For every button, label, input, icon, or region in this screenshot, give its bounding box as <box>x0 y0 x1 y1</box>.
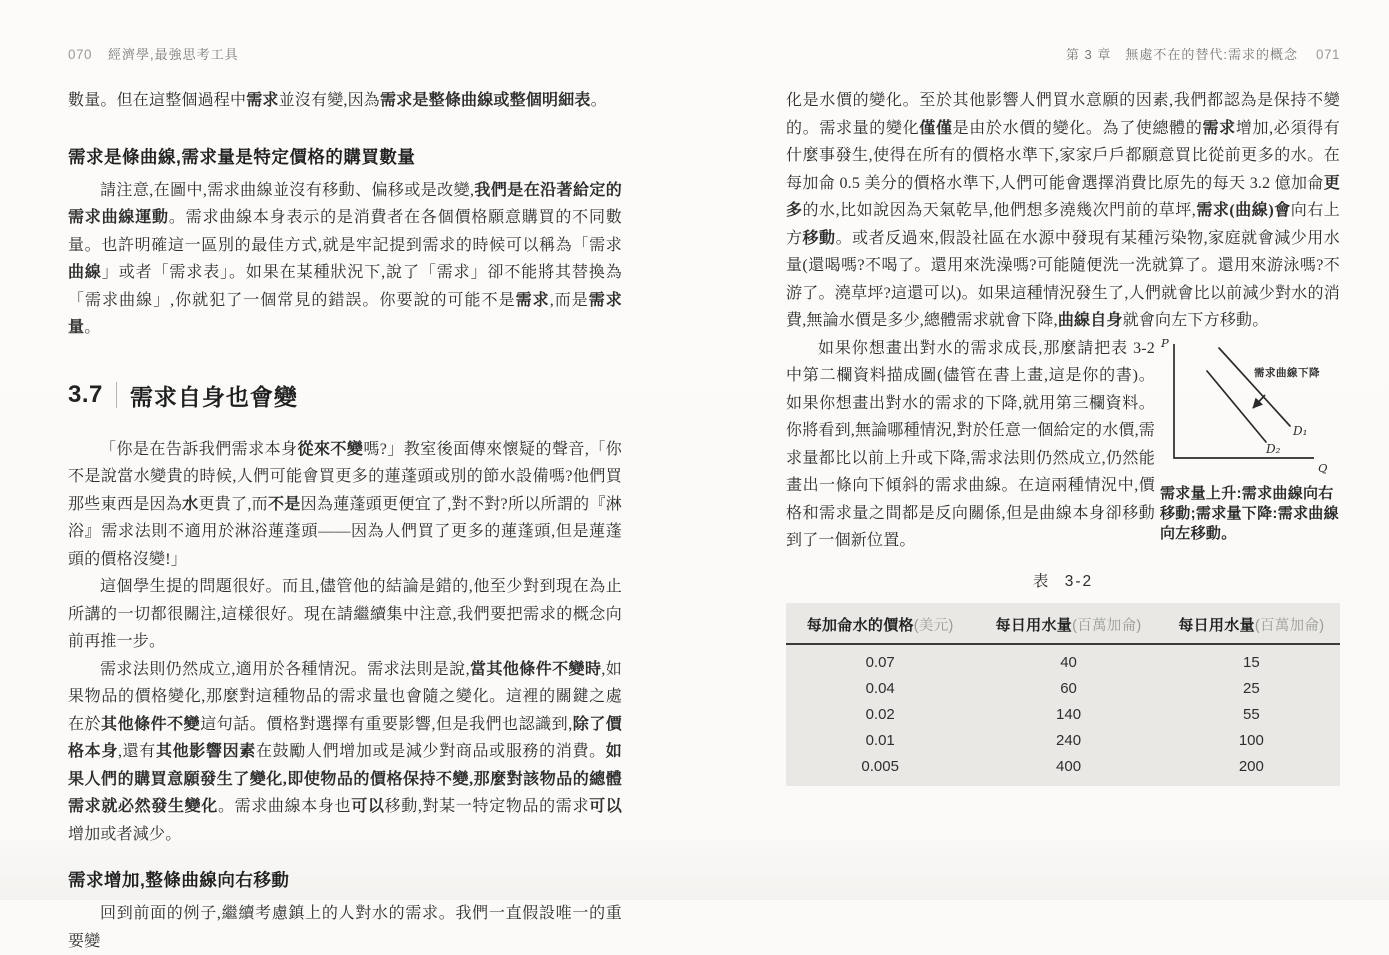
bold-text-run: 可以 <box>589 798 622 815</box>
bold-text-run: 曲線自身 <box>1057 312 1123 329</box>
bold-text-run: 曲線 <box>68 264 102 281</box>
bold-text-run: 需求 <box>246 92 279 109</box>
text-run: 。需求曲線本身也 <box>217 798 352 815</box>
text-run: ,而是 <box>549 291 589 309</box>
text-run: ,如果物品的價格變化,那麼對這種物品的需求量也會隨之變化。這裡的關鍵之處在於 <box>68 660 622 733</box>
table-cell: 0.04 <box>865 679 895 697</box>
text-run: 。需求曲線本身表示的是消費者在各個價格願意購買的不同數量。也許明確這一區別的最佳方式,就是牢記提到需求的時候可以稱為「需求 <box>68 209 622 254</box>
bold-text-run: 移動 <box>802 229 836 247</box>
text-run: 增加,必須得有什麼事發生,使得在所有的價格水準下,家家戶戶都願意買比從前更多的水。在每加侖 0.5 美分的價格水準下,人們可能會選擇消費比原先的每天 3.2 億加侖 <box>786 119 1340 192</box>
right-page <box>786 44 1340 786</box>
table-title: 表 3-2 <box>1032 572 1094 590</box>
table-row <box>786 644 1340 676</box>
bold-text-run: 其他影響因素 <box>155 743 256 760</box>
curve-label-d2: D₂ <box>1266 441 1281 456</box>
table-column-header: 每加侖水的價格(美元) <box>786 603 974 644</box>
table-cell: 0.005 <box>861 758 899 776</box>
subheading-demand-increase: 需求增加,整條曲線向右移動 <box>68 870 290 890</box>
table-cell: 55 <box>1243 705 1260 723</box>
figure-annotation: 需求曲線下降 <box>1254 366 1320 379</box>
bold-text-run: 需求(曲線)會 <box>1196 202 1291 219</box>
figure-caption: 需求量上升:需求曲線向右移動;需求量下降:需求曲線向左移動。 <box>1160 484 1339 542</box>
text-run: 向右上方 <box>786 202 1340 247</box>
table-row <box>786 754 1340 787</box>
demand-curve-chart <box>1160 335 1340 481</box>
paragraph-good-question: 這個學生提的問題很好。而且,儘管他的結論是錯的,他至少對到現在為止所講的一切都很關注,這樣很好。現在請繼續集中注意,我們要把需求的概念向前再推一步。 <box>68 578 622 650</box>
table-cell: 200 <box>1238 758 1264 776</box>
bold-text-run: 水 <box>182 495 199 513</box>
table-column-header: 每日用水量(百萬加侖) <box>1163 603 1340 644</box>
text-run: 需求法則仍然成立,適用於各種情況。需求法則是說, <box>100 660 470 678</box>
text-run: 。 <box>84 319 101 336</box>
bold-text-run: 不是 <box>267 495 301 513</box>
left-running-head <box>68 44 622 63</box>
y-axis-label: P <box>1161 335 1169 350</box>
table-cell: 40 <box>1060 653 1077 671</box>
text-run: 在鼓勵人們增加或是減少對商品或服務的消費。 <box>255 743 606 760</box>
water-demand-table <box>786 603 1340 787</box>
figure-demand-shift <box>1155 335 1340 555</box>
table-column-header: 每日用水量(百萬加侖) <box>974 603 1162 644</box>
right-page-number: 071 <box>1315 47 1340 62</box>
bold-text-run: 如果人們的購買意願發生了變化,即使物品的價格保持不變,那麼對該物品的總體需求就必然發生變化 <box>68 743 622 815</box>
text-run: 是由於水價的變化。為了使總體的 <box>952 119 1203 137</box>
paragraph-law-of-demand <box>68 656 622 849</box>
table-header-row <box>786 603 1340 644</box>
demand-curve-d2 <box>1207 371 1266 442</box>
bold-text-run: 可以 <box>351 798 385 815</box>
chapter-header: 第 3 章 無處不在的替代:需求的概念 <box>1065 47 1298 62</box>
paragraph-continuation <box>68 87 622 115</box>
text-run: 這句話。價格對選擇有重要影響,但是我們也認識到, <box>200 715 573 733</box>
text-run: 並沒有變,因為 <box>278 92 381 109</box>
bold-text-run: 更多 <box>786 174 1340 219</box>
table-cell: 0.02 <box>865 705 895 723</box>
section-title: 需求自身也會變 <box>129 383 298 410</box>
text-run: 嗎?」教室後面傳來懷疑的聲音,「你不是說當水變貴的時候,人們可能會買更多的蓮蓬頭或別的節水設備嗎?他們買那些東西是因為 <box>68 440 622 513</box>
text-run: 數量。但在這整個過程中 <box>68 92 247 109</box>
bold-text-run: 除了價格本身 <box>68 715 622 760</box>
text-run: 「你是在告訴我們需求本身 <box>100 440 298 458</box>
table-cell: 0.01 <box>865 732 895 750</box>
shift-arrow-icon <box>1253 395 1265 408</box>
text-run: 化是水價的變化。至於其他影響人們買水意願的因素,我們都認為是保持不變的。需求量的變化 <box>786 92 1340 137</box>
table-row <box>786 727 1340 753</box>
right-running-head <box>786 44 1340 63</box>
table-cell: 400 <box>1056 758 1082 776</box>
table-row <box>786 675 1340 701</box>
table-cell: 240 <box>1056 732 1082 750</box>
text-run: 。 <box>590 92 607 109</box>
subheading-demand-is-curve: 需求是條曲線,需求量是特定價格的購買數量 <box>68 146 416 167</box>
paragraph-return-example: 回到前面的例子,繼續考慮鎮上的人對水的需求。我們一直假設唯一的重要變 <box>68 905 622 950</box>
paragraph-note <box>68 177 622 342</box>
bold-text-run: 需求 <box>1202 119 1236 137</box>
table-row <box>786 701 1340 727</box>
text-run: 因為蓮蓬頭更便宜了,對不對?所以所謂的『淋浴』需求法則不適用於淋浴蓮蓬頭——因為人們買了更多的蓮蓬頭,但是蓮蓬頭的價格沒變!」 <box>68 495 622 568</box>
bold-text-run: 我們是在沿著給定的需求曲線運動 <box>68 181 622 226</box>
bold-text-run: 從來不變 <box>297 440 364 458</box>
book-title: 經濟學,最強思考工具 <box>108 47 239 62</box>
section-heading-3-7 <box>68 379 622 412</box>
x-axis-label: Q <box>1318 460 1328 475</box>
text-run: 的水,比如說因為天氣乾旱,他們想多澆幾次門前的草坪, <box>802 202 1197 219</box>
curve-label-d1: D₁ <box>1293 423 1308 438</box>
table-cell: 25 <box>1243 679 1260 697</box>
table-cell: 60 <box>1060 679 1077 697</box>
table-cell: 0.07 <box>865 653 895 671</box>
left-page <box>68 44 622 955</box>
section-divider <box>116 382 117 408</box>
text-run: 請注意,在圖中,需求曲線並沒有移動、偏移或是改變, <box>100 181 475 199</box>
text-figure-columns <box>786 335 1340 555</box>
table-3-2-block <box>786 569 1340 787</box>
table-cell: 15 <box>1243 653 1260 671</box>
text-run: 更貴了,而 <box>198 495 268 513</box>
text-run: ,還有 <box>117 743 156 760</box>
bold-text-run: 當其他條件不變時 <box>469 660 602 678</box>
bold-text-run: 需求是整條曲線或整個明細表 <box>380 92 591 109</box>
text-run: 移動,對某一特定物品的需求 <box>384 798 590 815</box>
table-cell: 140 <box>1056 705 1082 723</box>
text-run: 就會向左下方移動。 <box>1122 312 1269 329</box>
bold-text-run: 其他條件不變 <box>101 715 201 733</box>
text-run: 。或者反過來,假設社區在水源中發現有某種污染物,家庭就會減少用水量(還喝嗎?不喝了。還用來洗澡嗎?可能隨便洗一洗就算了。還用來游泳嗎?不游了。澆草坪?這還可以)。如果這種情況發生了,人們就會比以前減少對水的消費,無論水價是多少,總體需求就會下降, <box>786 229 1340 329</box>
left-page-number: 070 <box>68 47 93 62</box>
section-number: 3.7 <box>68 381 103 408</box>
table-cell: 100 <box>1238 732 1264 750</box>
paragraph-water-price-change <box>786 87 1340 335</box>
bold-text-run: 需求 <box>515 291 550 309</box>
text-run: 」或者「需求表」。如果在某種狀況下,說了「需求」卻不能將其替換為「需求曲線」,你就犯了一個常見的錯誤。你要說的可能不是 <box>68 264 622 309</box>
paragraph-student-question <box>68 436 622 574</box>
demand-curve-d1 <box>1219 348 1290 426</box>
axes <box>1174 344 1314 458</box>
bold-text-run: 僅僅 <box>919 119 953 137</box>
bold-text-run: 需求量 <box>68 291 622 336</box>
paragraph-plot-instructions: 如果你想畫出對水的需求成長,那麼請把表 3-2 中第二欄資料描成圖(儘管在書上畫,這是你的書)。如果你想畫出對水的需求的下降,就用第三欄資料。你將看到,無論哪種情況,對於任意一個給定的水價,需求量都比以前上升或下降,需求法則仍然成立,仍然能畫出一條向下傾斜的需求曲線。在這兩種情況中,價格和需求量之間都是反向關係,但是曲線本身卻移動到了一個新位置。 <box>786 339 1156 549</box>
text-run: 增加或者減少。 <box>68 825 182 843</box>
